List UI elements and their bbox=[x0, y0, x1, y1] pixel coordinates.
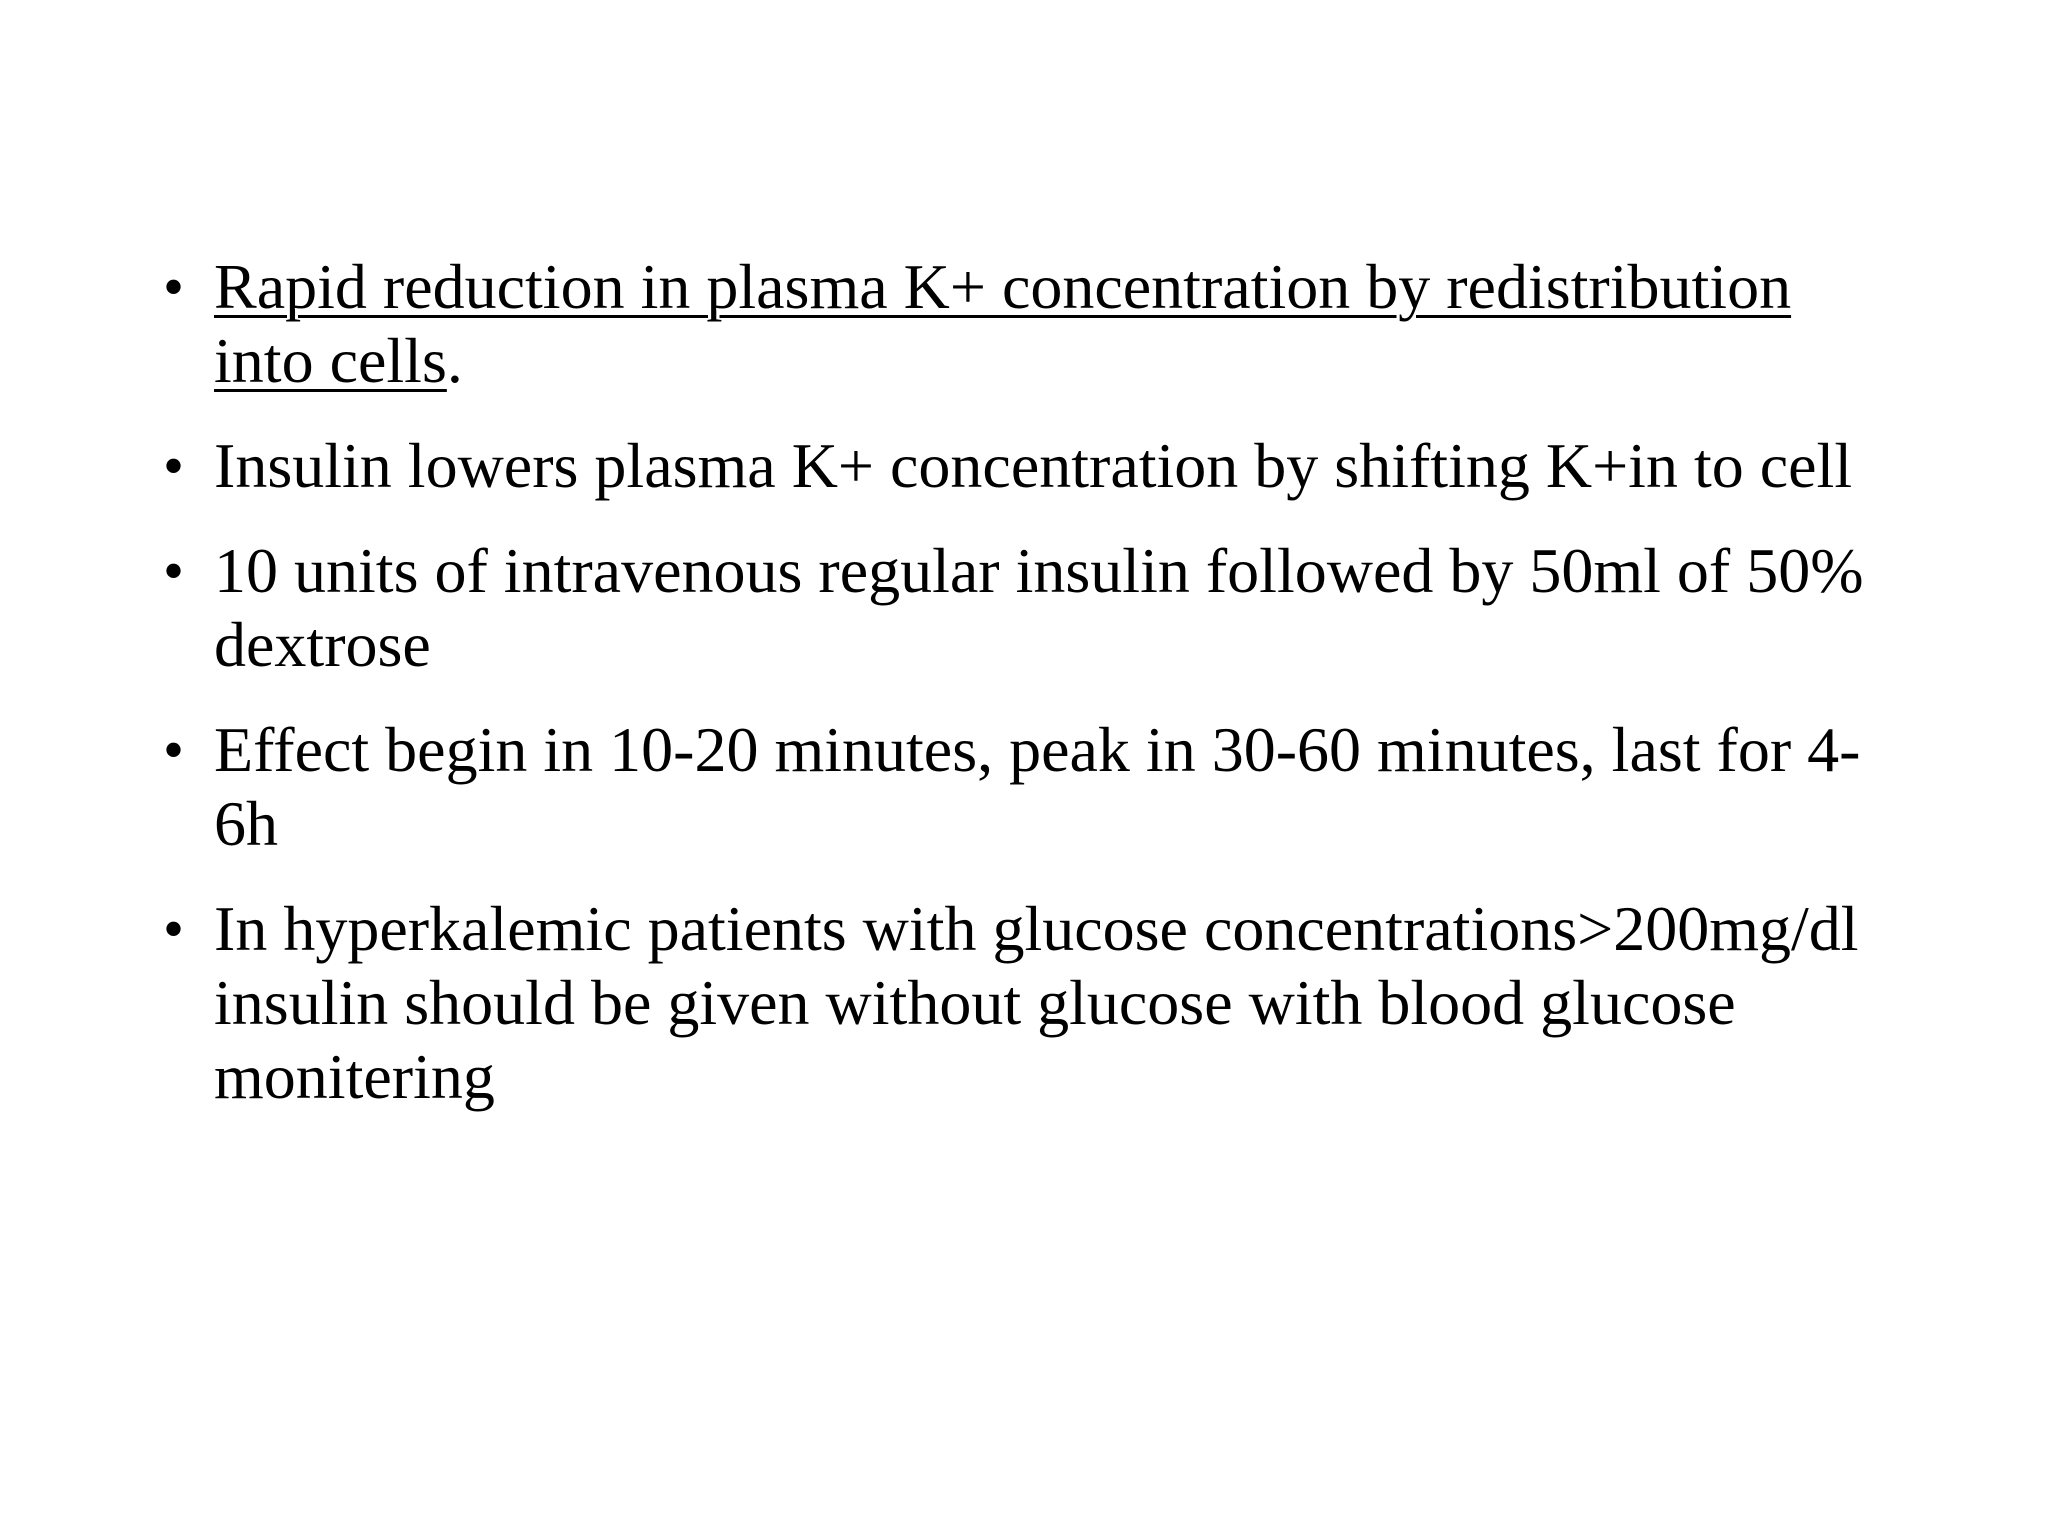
bullet-item bbox=[160, 892, 1900, 1114]
bullet-text: Effect begin in 10-20 minutes, peak in 30-60 minutes, last for 4-6h bbox=[214, 714, 1861, 859]
bullet-text: Insulin lowers plasma K+ concentration by shifting K+in to cell bbox=[214, 430, 1853, 501]
underlined-heading-text: Rapid reduction in plasma K+ concentration by redistribution into cells bbox=[214, 251, 1792, 396]
bullet-text: 10 units of intravenous regular insulin followed by 50ml of 50% dextrose bbox=[214, 535, 1864, 680]
bullet-icon: • bbox=[163, 254, 185, 320]
bullet-icon: • bbox=[163, 717, 185, 783]
bullet-icon: • bbox=[163, 538, 185, 604]
bullet-item bbox=[160, 534, 1900, 682]
heading-period: . bbox=[446, 325, 463, 396]
bullet-icon: • bbox=[163, 896, 185, 962]
bullet-item bbox=[160, 250, 1900, 398]
bullet-item bbox=[160, 429, 1900, 503]
bullet-item bbox=[160, 713, 1900, 861]
bullet-text: In hyperkalemic patients with glucose concentrations>200mg/dl insulin should be given without glucose with blood glucose monitering bbox=[214, 893, 1859, 1112]
bullet-icon: • bbox=[163, 433, 185, 499]
bullet-list bbox=[160, 250, 1900, 1145]
